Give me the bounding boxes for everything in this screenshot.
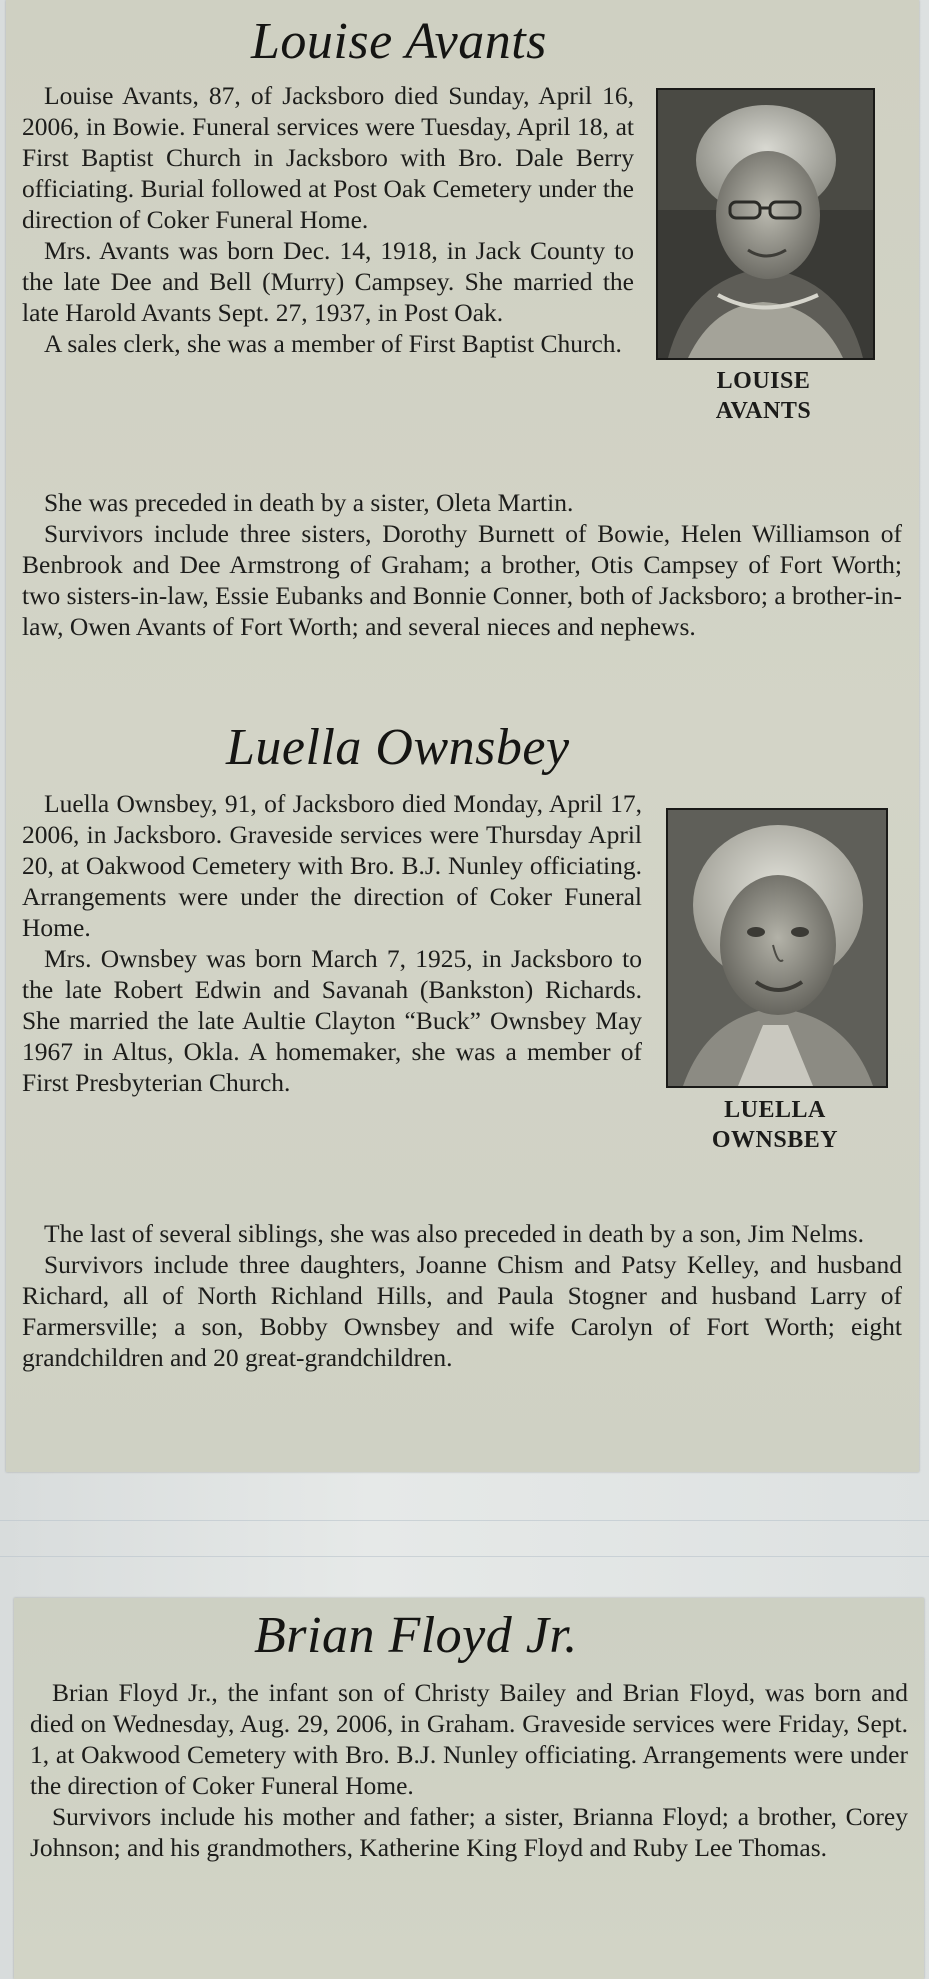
obituary-paragraph: Mrs. Avants was born Dec. 14, 1918, in Jack County to the late Dee and Bell (Murry) Campsey. She married the late Harold Avants Sept. 27, 1937, in Post Oak. — [22, 236, 634, 327]
caption-line: LUELLA — [724, 1097, 826, 1123]
portrait-photo-luella-ownsbey — [666, 808, 888, 1088]
portrait-photo-louise-avants — [656, 88, 875, 360]
obituary-paragraph: Luella Ownsbey, 91, of Jacksboro died Monday, April 17, 2006, in Jacksboro. Graveside services were Thursday April 20, at Oakwood Cemetery with Bro. B.J. Nunley officiating. Arrangements were under the direction of Coker Funeral Home. — [22, 789, 642, 942]
obituary-body-louise-avants-top — [22, 80, 634, 359]
photo-caption-louise-avants — [656, 366, 871, 426]
caption-line: AVANTS — [715, 398, 812, 424]
obituary-paragraph: A sales clerk, she was a member of First Baptist Church. — [44, 329, 622, 358]
ruled-line — [0, 1520, 929, 1521]
obituary-paragraph: Survivors include three daughters, Joanne Chism and Patsy Kelley, and husband Richard, all of North Richland Hills, and Paula Stogner and husband Larry of Farmersville; a son, Bobby Ownsbey and wife Carolyn of Fort Worth; eight grandchildren and 20 great-grandchildren. — [22, 1250, 902, 1372]
newspaper-clipping-2 — [14, 1598, 924, 1979]
ruled-line — [0, 1556, 929, 1557]
caption-line: OWNSBEY — [711, 1127, 839, 1153]
obituary-body-brian-floyd-jr — [30, 1677, 908, 1863]
obituary-paragraph: She was preceded in death by a sister, Oleta Martin. — [44, 488, 574, 517]
obituary-body-luella-ownsbey-bottom — [22, 1218, 902, 1373]
obituary-paragraph: The last of several siblings, she was also preceded in death by a son, Jim Nelms. — [44, 1219, 865, 1248]
obituary-title-brian-floyd-jr: Brian Floyd Jr. — [254, 1607, 578, 1664]
obituary-paragraph: Mrs. Ownsbey was born March 7, 1925, in Jacksboro to the late Robert Edwin and Savanah (Bankston) Richards. She married the late Aultie Clayton “Buck” Ownsbey May 1967 in Altus, Okla. A homemaker, she was a member of First Presbyterian Church. — [22, 944, 642, 1097]
obituary-paragraph: Survivors include his mother and father; a sister, Brianna Floyd; a brother, Corey Johnson; and his grandmothers, Katherine King Floyd and Ruby Lee Thomas. — [30, 1802, 908, 1862]
obituary-paragraph: Louise Avants, 87, of Jacksboro died Sunday, April 16, 2006, in Bowie. Funeral services were Tuesday, April 18, at First Baptist Church in Jacksboro with Bro. Dale Berry officiating. Burial followed at Post Oak Cemetery under the direction of Coker Funeral Home. — [22, 81, 634, 234]
obituary-title-louise-avants: Louise Avants — [251, 13, 547, 70]
newspaper-clipping-1 — [6, 0, 919, 1472]
obituary-body-louise-avants-bottom — [22, 487, 902, 642]
obituary-title-luella-ownsbey: Luella Ownsbey — [226, 719, 570, 776]
obituary-body-luella-ownsbey-top — [22, 788, 642, 1098]
obituary-paragraph: Brian Floyd Jr., the infant son of Christy Bailey and Brian Floyd, was born and died on Wednesday, Aug. 29, 2006, in Graham. Graveside services were Friday, Sept. 1, at Oakwood Cemetery with Bro. B.J. Nunley officiating. Arrangements were under the direction of Coker Funeral Home. — [30, 1678, 908, 1800]
photo-caption-luella-ownsbey — [666, 1095, 884, 1155]
caption-line: LOUISE — [716, 368, 811, 394]
obituary-paragraph: Survivors include three sisters, Dorothy Burnett of Bowie, Helen Williamson of Benbrook and Dee Armstrong of Graham; a brother, Otis Campsey of Fort Worth; two sisters-in-law, Essie Eubanks and Bonnie Conner, both of Jacksboro; a brother-in-law, Owen Avants of Fort Worth; and several nieces and nephews. — [22, 519, 902, 641]
